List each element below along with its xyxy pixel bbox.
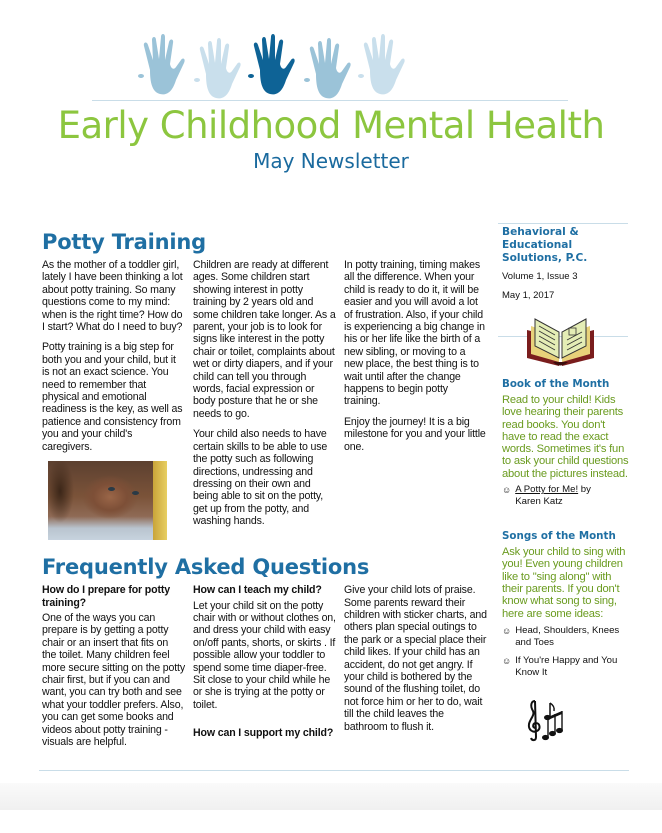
hand-icon [304,38,351,98]
faq-answer: One of the ways you can prepare is by getting a potty chair or an insert that fits on the toilet. Many children feel more secure sitting on the potty chair first, but if you can and want, you can try both and see what your toddler prefers. Also, you can get some books and videos about potty training - visuals are helpful. [42,611,186,748]
organization-name: Behavioral & Educational Solutions, P.C. [502,226,588,264]
book-title-link[interactable]: A Potty for Me! [515,484,579,496]
section-heading-potty-training: Potty Training [42,230,206,254]
paragraph: Enjoy the journey! It is a big milestone for you and your little one. [344,415,486,453]
hand-icon [194,38,241,98]
sidebar-features [502,378,637,743]
book-of-the-month [502,378,637,508]
sidebar-masthead [502,226,637,302]
paragraph: In potty training, timing makes all the difference. When your child is ready to do it, it will be easier and you will avoid a lot of frustration. Also, if your child is experiencing a big change in his or her life like the birth of a new sibling, or moving to a new place, the best thing is to wait until after the change happens to begin potty training. [344,259,485,408]
song-title: If You're Happy and You Know It [515,654,618,678]
faq-question: How can I teach my child? [193,584,322,597]
book-text: Read to your child! Kids love hearing their parents read books. You don't have to read the exact words. Sometimes it's fun to ask your child questions about the pictures instead. [502,394,629,480]
issue-date: May 1, 2017 [502,290,555,301]
songs-heading: Songs of the Month [502,530,616,543]
faq-column-1 [42,584,185,756]
sidebar-top-divider [498,223,628,224]
faq-column-3 [344,584,487,741]
photo-background [153,461,167,540]
paragraph: As the mother of a toddler girl, lately I have been thinking a lot about potty training. So many questions come to my mind: when is the right time? How do I start? What do I need to buy? [42,259,183,334]
faq-section [42,554,488,756]
footer-divider [39,770,629,771]
smiley-icon: ☺ [502,625,512,636]
book-heading: Book of the Month [502,378,610,390]
faq-columns [42,584,488,756]
hand-icon [248,34,295,94]
child-photo [48,461,167,540]
open-book-icon [523,316,598,369]
song-item [502,655,637,679]
faq-column-2 [193,584,336,742]
issue-volume: Volume 1, Issue 3 [502,271,578,282]
paragraph: Your child also needs to have certain skills to be able to use the potty such as following directions, undressing and dressing on their own and being able to sit on the potty, get up from the potty, and washing hands. [193,428,328,528]
songs-text: Ask your child to sing with you! Even young children like to "sing along" with their parents. If you don't know what song to sing, here are some ideas: [502,546,626,620]
faq-question: How do I prepare for potty training? [42,584,170,609]
hand-icon [138,34,185,94]
photo-eye [132,491,139,495]
hand-icon [358,34,405,94]
page-edge [0,783,662,810]
main-content [42,229,488,810]
music-notes-icon [526,697,576,743]
potty-columns [42,259,488,540]
faq-answer: Let your child sit on the potty chair with or without clothes on, and dress your child with easy on/off pants, shorts, or skirts . If possible allow your toddler to spend some time diaper-free. Sit close to your child while he or she is trying at the potty or toilet. [193,599,336,711]
paragraph: Potty training is a big step for both you and your child, but it is not an exact science. You need to remember that physical and emotional readiness is the key, as well as patience and consistency from you and your child's caregivers. [42,341,183,453]
potty-column-2 [193,259,336,536]
book-author: by Karen Katz [515,484,591,508]
newsletter-title: Early Childhood Mental Health [57,104,605,147]
header-divider [92,100,568,101]
song-item [502,625,637,649]
paragraph: Children are ready at different ages. Some children start showing interest in potty training by 2 years old and some children take longer. As a parent, your job is to look for signs like interest in the potty chair or toilet, complaints about wet or dirty diapers, and if your child can tell you through words, facial expression or body posture that he or she needs to go. [193,259,336,420]
smiley-icon: ☺ [502,655,512,666]
smiley-icon: ☺ [502,485,512,496]
songs-of-the-month [502,530,637,679]
potty-column-3 [344,259,487,461]
song-title: Head, Shoulders, Knees and Toes [515,624,620,648]
faq-answer: Give your child lots of praise. Some parents reward their children with sticker charts, and others plan special outings to the park or a special place their child likes. If your child has an accident, do not get angry. If your child is bothered by the sound of the flushing toilet, do not force him or her to do, wait till the child leaves the bathroom to flush it. [344,584,487,733]
section-heading-faq: Frequently Asked Questions [42,555,370,580]
handprints-banner [0,28,662,100]
book-recommendation [502,484,637,508]
faq-question: How can I support my child? [193,727,334,740]
newsletter-subtitle: May Newsletter [253,149,409,173]
photo-eye [108,487,115,491]
potty-column-1 [42,259,185,540]
